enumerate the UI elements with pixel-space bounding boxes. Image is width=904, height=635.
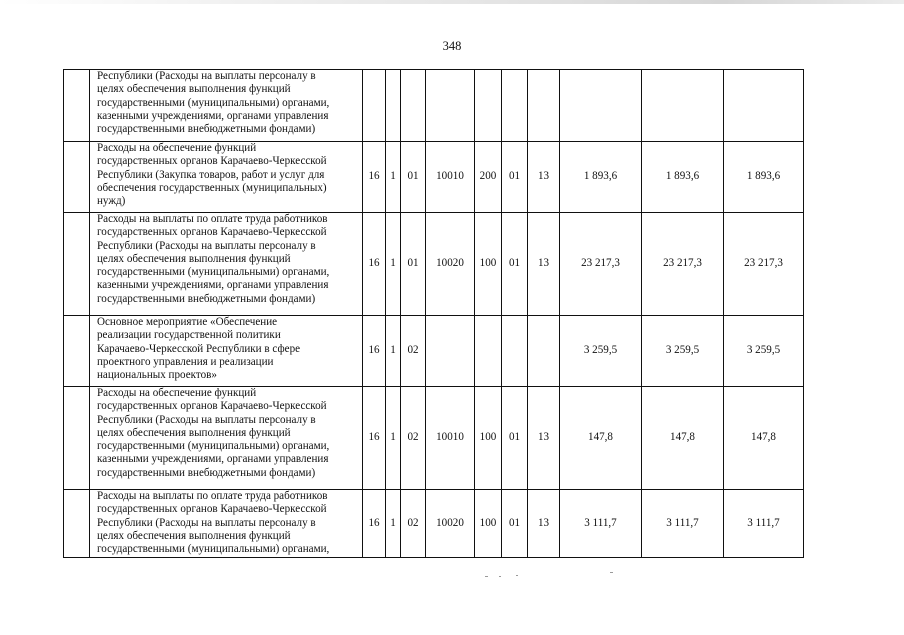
expense-name-line: государственных органов Карачаево-Черкесской xyxy=(97,400,327,413)
code-subprogram-cell: 01 xyxy=(401,142,426,213)
amount-year-2-cell xyxy=(642,70,724,142)
code-expense-type-cell xyxy=(475,70,502,142)
code-subprogram-cell: 02 xyxy=(401,490,426,558)
expense-name-cell xyxy=(90,213,363,316)
amount-year-3-cell xyxy=(724,70,804,142)
code-expense-type-cell: 100 xyxy=(475,213,502,316)
expense-name-line: казенными учреждениями, органами управления xyxy=(97,279,329,292)
row-number-cell xyxy=(64,316,90,387)
amount-year-1-cell: 3 259,5 xyxy=(560,316,642,387)
expense-name-line: Основное мероприятие «Обеспечение xyxy=(97,316,278,328)
expense-name-line: Республики (Расходы на выплаты персоналу в xyxy=(97,70,316,82)
code-grbs-cell: 16 xyxy=(363,213,386,316)
expense-name-line: государственными внебюджетными фондами) xyxy=(97,466,316,479)
expense-name-line: национальных проектов» xyxy=(97,369,217,382)
expense-name-line: целях обеспечения выполнения функций xyxy=(97,83,291,96)
code-grbs-cell: 16 xyxy=(363,490,386,558)
expense-name-line: целях обеспечения выполнения функций xyxy=(97,529,291,542)
code-grbs-cell: 16 xyxy=(363,316,386,387)
expense-name-line: Республики (Расходы на выплаты персоналу в xyxy=(97,239,316,252)
code-subsection-cell: 13 xyxy=(528,490,560,558)
code-direction-cell xyxy=(426,70,475,142)
page-number: 348 xyxy=(442,39,462,53)
amount-year-3-cell: 3 111,7 xyxy=(724,490,804,558)
expense-name-line: Расходы на выплаты по оплате труда работников xyxy=(97,490,328,502)
expense-name-line: государственными (муниципальными) органами, xyxy=(97,543,330,556)
code-expense-type-cell: 200 xyxy=(475,142,502,213)
expense-name-cell xyxy=(90,316,363,387)
amount-year-3-cell: 147,8 xyxy=(724,387,804,490)
table-row xyxy=(64,316,804,387)
expense-name-line: государственных органов Карачаево-Черкесской xyxy=(97,155,327,168)
amount-year-3-cell: 23 217,3 xyxy=(724,213,804,316)
expense-name-line: реализации государственной политики xyxy=(97,329,281,342)
code-subprogram-cell xyxy=(401,70,426,142)
code-subsection-cell: 13 xyxy=(528,387,560,490)
code-expense-type-cell: 100 xyxy=(475,387,502,490)
code-section-cell: 01 xyxy=(502,213,528,316)
code-subprogram-cell: 02 xyxy=(401,316,426,387)
scan-edge-shadow xyxy=(0,0,904,4)
expense-name-line: государственными внебюджетными фондами) xyxy=(97,292,316,305)
code-section-cell xyxy=(502,70,528,142)
row-number-cell xyxy=(64,213,90,316)
code-subprogram-cell: 01 xyxy=(401,213,426,316)
expense-name-line: государственными внебюджетными фондами) xyxy=(97,123,316,136)
expense-name-line: целях обеспечения выполнения функций xyxy=(97,252,291,265)
code-grbs-cell xyxy=(363,70,386,142)
expense-name-line: государственных органов Карачаево-Черкесской xyxy=(97,226,327,239)
budget-table-body xyxy=(64,70,804,558)
code-subsection-cell: 13 xyxy=(528,213,560,316)
amount-year-2-cell: 147,8 xyxy=(642,387,724,490)
expense-name-cell xyxy=(90,142,363,213)
amount-year-2-cell: 3 259,5 xyxy=(642,316,724,387)
code-section-cell: 01 xyxy=(502,142,528,213)
expense-name-line: Расходы на выплаты по оплате труда работников xyxy=(97,213,328,225)
code-program-cell: 1 xyxy=(386,142,401,213)
expense-name-line: Республики (Закупка товаров, работ и услуг для xyxy=(97,168,325,181)
amount-year-2-cell: 23 217,3 xyxy=(642,213,724,316)
table-row xyxy=(64,142,804,213)
code-program-cell xyxy=(386,70,401,142)
expense-name-line: проектного управления и реализации xyxy=(97,355,274,368)
amount-year-2-cell: 1 893,6 xyxy=(642,142,724,213)
expense-name-line: Расходы на обеспечение функций xyxy=(97,387,257,399)
row-number-cell xyxy=(64,142,90,213)
expense-name-line: целях обеспечения выполнения функций xyxy=(97,426,291,439)
code-grbs-cell: 16 xyxy=(363,387,386,490)
code-section-cell: 01 xyxy=(502,490,528,558)
expense-name-line: Карачаево-Черкесской Республики в сфере xyxy=(97,342,301,355)
amount-year-2-cell: 3 111,7 xyxy=(642,490,724,558)
code-section-cell xyxy=(502,316,528,387)
code-subprogram-cell: 02 xyxy=(401,387,426,490)
amount-year-3-cell: 3 259,5 xyxy=(724,316,804,387)
code-direction-cell: 10010 xyxy=(426,142,475,213)
table-row xyxy=(64,490,804,558)
code-direction-cell xyxy=(426,316,475,387)
expense-name-line: государственными (муниципальными) органами, xyxy=(97,96,330,109)
expense-name-line: обеспечения государственных (муниципальных) xyxy=(97,181,327,194)
amount-year-1-cell: 147,8 xyxy=(560,387,642,490)
code-subsection-cell xyxy=(528,316,560,387)
expense-name-line: Республики (Расходы на выплаты персоналу в xyxy=(97,516,316,529)
amount-year-1-cell: 1 893,6 xyxy=(560,142,642,213)
table-row xyxy=(64,213,804,316)
expense-name-cell xyxy=(90,70,363,142)
expense-name-line: государственных органов Карачаево-Черкесской xyxy=(97,503,327,516)
expense-name-line: государственными (муниципальными) органами, xyxy=(97,266,330,279)
expense-name-cell xyxy=(90,387,363,490)
row-number-cell xyxy=(64,387,90,490)
table-row xyxy=(64,70,804,142)
amount-year-1-cell xyxy=(560,70,642,142)
code-program-cell: 1 xyxy=(386,387,401,490)
code-section-cell: 01 xyxy=(502,387,528,490)
code-direction-cell: 10020 xyxy=(426,213,475,316)
code-direction-cell: 10010 xyxy=(426,387,475,490)
row-number-cell xyxy=(64,70,90,142)
expense-name-line: казенными учреждениями, органами управления xyxy=(97,453,329,466)
code-program-cell: 1 xyxy=(386,316,401,387)
budget-table xyxy=(63,69,804,558)
expense-name-line: казенными учреждениями, органами управления xyxy=(97,109,329,122)
amount-year-1-cell: 3 111,7 xyxy=(560,490,642,558)
code-program-cell: 1 xyxy=(386,490,401,558)
code-direction-cell: 10020 xyxy=(426,490,475,558)
code-program-cell: 1 xyxy=(386,213,401,316)
code-subsection-cell: 13 xyxy=(528,142,560,213)
code-expense-type-cell: 100 xyxy=(475,490,502,558)
amount-year-3-cell: 1 893,6 xyxy=(724,142,804,213)
amount-year-1-cell: 23 217,3 xyxy=(560,213,642,316)
expense-name-line: Республики (Расходы на выплаты персоналу в xyxy=(97,413,316,426)
row-number-cell xyxy=(64,490,90,558)
code-grbs-cell: 16 xyxy=(363,142,386,213)
expense-name-cell xyxy=(90,490,363,558)
expense-name-line: государственными (муниципальными) органами, xyxy=(97,440,330,453)
expense-name-line: нужд) xyxy=(97,195,126,208)
expense-name-line: Расходы на обеспечение функций xyxy=(97,142,257,154)
table-row xyxy=(64,387,804,490)
code-expense-type-cell xyxy=(475,316,502,387)
code-subsection-cell xyxy=(528,70,560,142)
